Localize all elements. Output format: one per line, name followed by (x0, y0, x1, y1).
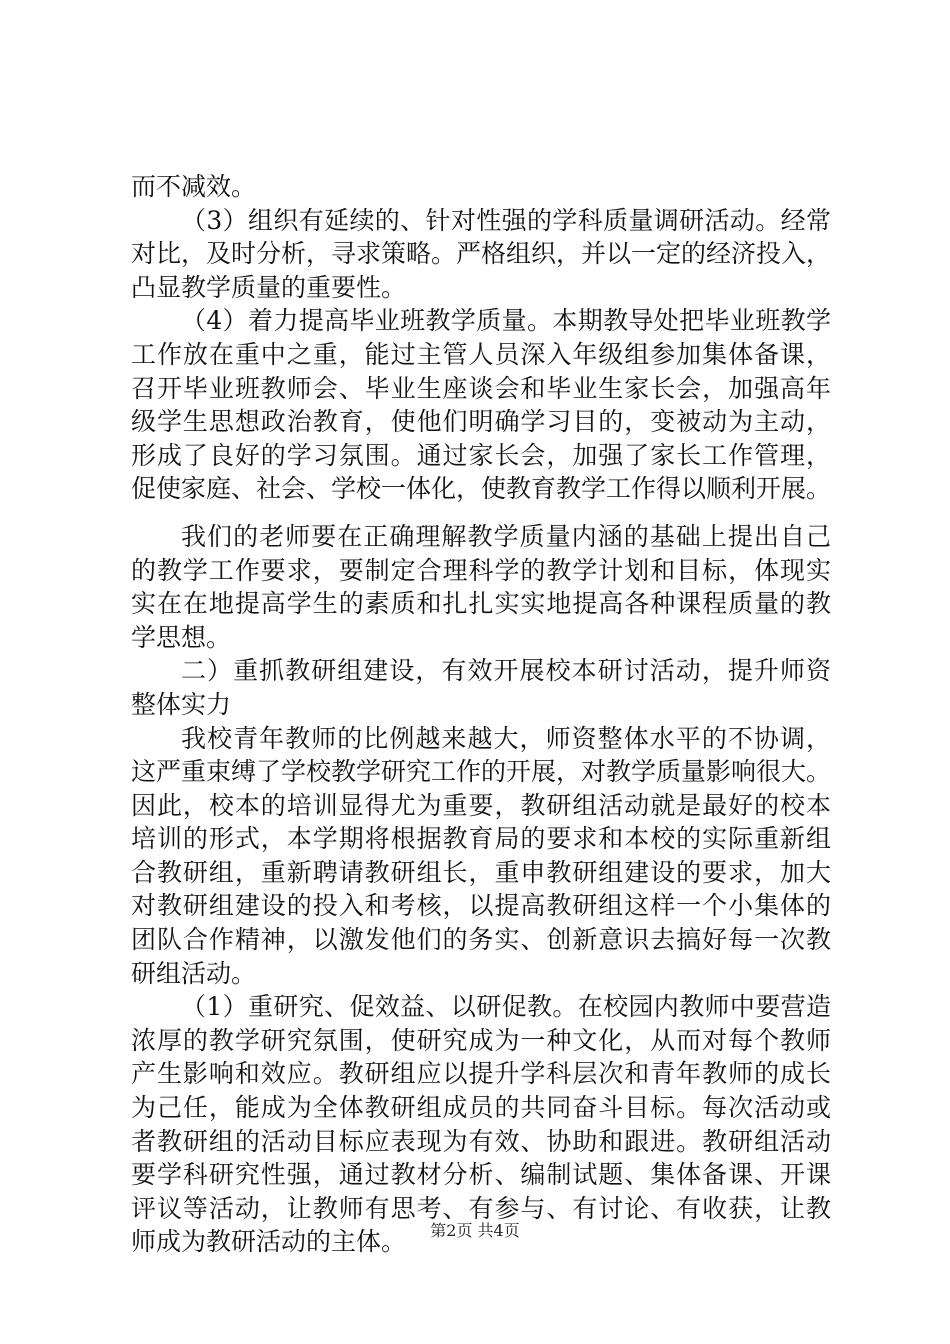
paragraph (131, 520, 831, 654)
text-line: 我校青年教师的比例越来越大，师资整体水平的不协调， (181, 723, 831, 753)
paragraph (131, 304, 831, 506)
text-line: 要学科研究性强，通过教材分析、编制试题、集体备课、开课 (131, 1160, 831, 1190)
page-footer: 第2页 共4页 (430, 1221, 520, 1240)
text-line: 为己任，能成为全体教研组成员的共同奋斗目标。每次活动或 (131, 1093, 831, 1123)
paragraph (131, 170, 831, 204)
text-line: 团队合作精神，以激发他们的务实、创新意识去搞好每一次教 (131, 925, 831, 955)
text-line: 凸显教学质量的重要性。 (131, 272, 407, 302)
text-line: 浓厚的教学研究氛围，使研究成为一种文化，从而对每个教师 (131, 1025, 831, 1055)
text-line: 二）重抓教研组建设，有效开展校本研讨活动，提升师资 (181, 656, 831, 686)
text-line: （3）组织有延续的、针对性强的学科质量调研活动。经常 (181, 205, 831, 235)
paragraph-spacer (131, 506, 831, 520)
text-line: 对教研组建设的投入和考核，以提高教研组这样一个小集体的 (131, 891, 831, 921)
text-line: 师成为教研活动的主体。 (131, 1227, 407, 1257)
text-line: 整体实力 (131, 689, 232, 719)
text-line: 培训的形式，本学期将根据教育局的要求和本校的实际重新组 (131, 824, 831, 854)
text-line: 实在在地提高学生的素质和扎扎实实地提高各种课程质量的教 (131, 589, 831, 619)
text-line: 研组活动。 (131, 958, 257, 988)
text-line: 的教学工作要求，要制定合理科学的教学计划和目标，体现实 (131, 555, 831, 585)
text-line: 这严重束缚了学校教学研究工作的开展，对教学质量影响很大。 (131, 757, 832, 787)
text-line: 者教研组的活动目标应表现为有效、协助和跟进。教研组活动 (131, 1126, 831, 1156)
document-body (131, 170, 831, 1259)
text-line: 评议等活动，让教师有思考、有参与、有讨论、有收获，让教 (131, 1193, 831, 1223)
paragraph (131, 722, 831, 991)
text-line: （1）重研究、促效益、以研促教。在校园内教师中要营造 (181, 992, 831, 1022)
text-line: 级学生思想政治教育，使他们明确学习目的，变被动为主动， (131, 407, 831, 437)
text-line: 而不减效。 (131, 172, 257, 201)
text-line: 产生影响和效应。教研组应以提升学科层次和青年教师的成长 (131, 1059, 831, 1089)
text-line: （4）着力提高毕业班教学质量。本期教导处把毕业班教学 (181, 306, 831, 336)
section-heading (131, 654, 831, 721)
text-line: 对比，及时分析，寻求策略。严格组织，并以一定的经济投入， (131, 239, 832, 269)
text-line: 学思想。 (131, 622, 232, 652)
text-line: 因此，校本的培训显得尤为重要，教研组活动就是最好的校本 (131, 790, 831, 820)
text-line: 形成了良好的学习氛围。通过家长会，加强了家长工作管理， (131, 440, 831, 470)
text-line: 合教研组，重新聘请教研组长，重申教研组建设的要求，加大 (131, 857, 831, 887)
text-line: 召开毕业班教师会、毕业生座谈会和毕业生家长会，加强高年 (131, 373, 831, 403)
paragraph (131, 204, 831, 305)
text-line: 促使家庭、社会、学校一体化，使教育教学工作得以顺利开展。 (131, 474, 832, 504)
text-line: 工作放在重中之重，能过主管人员深入年级组参加集体备课， (131, 339, 831, 369)
text-line: 我们的老师要在正确理解教学质量内涵的基础上提出自己 (181, 521, 831, 551)
